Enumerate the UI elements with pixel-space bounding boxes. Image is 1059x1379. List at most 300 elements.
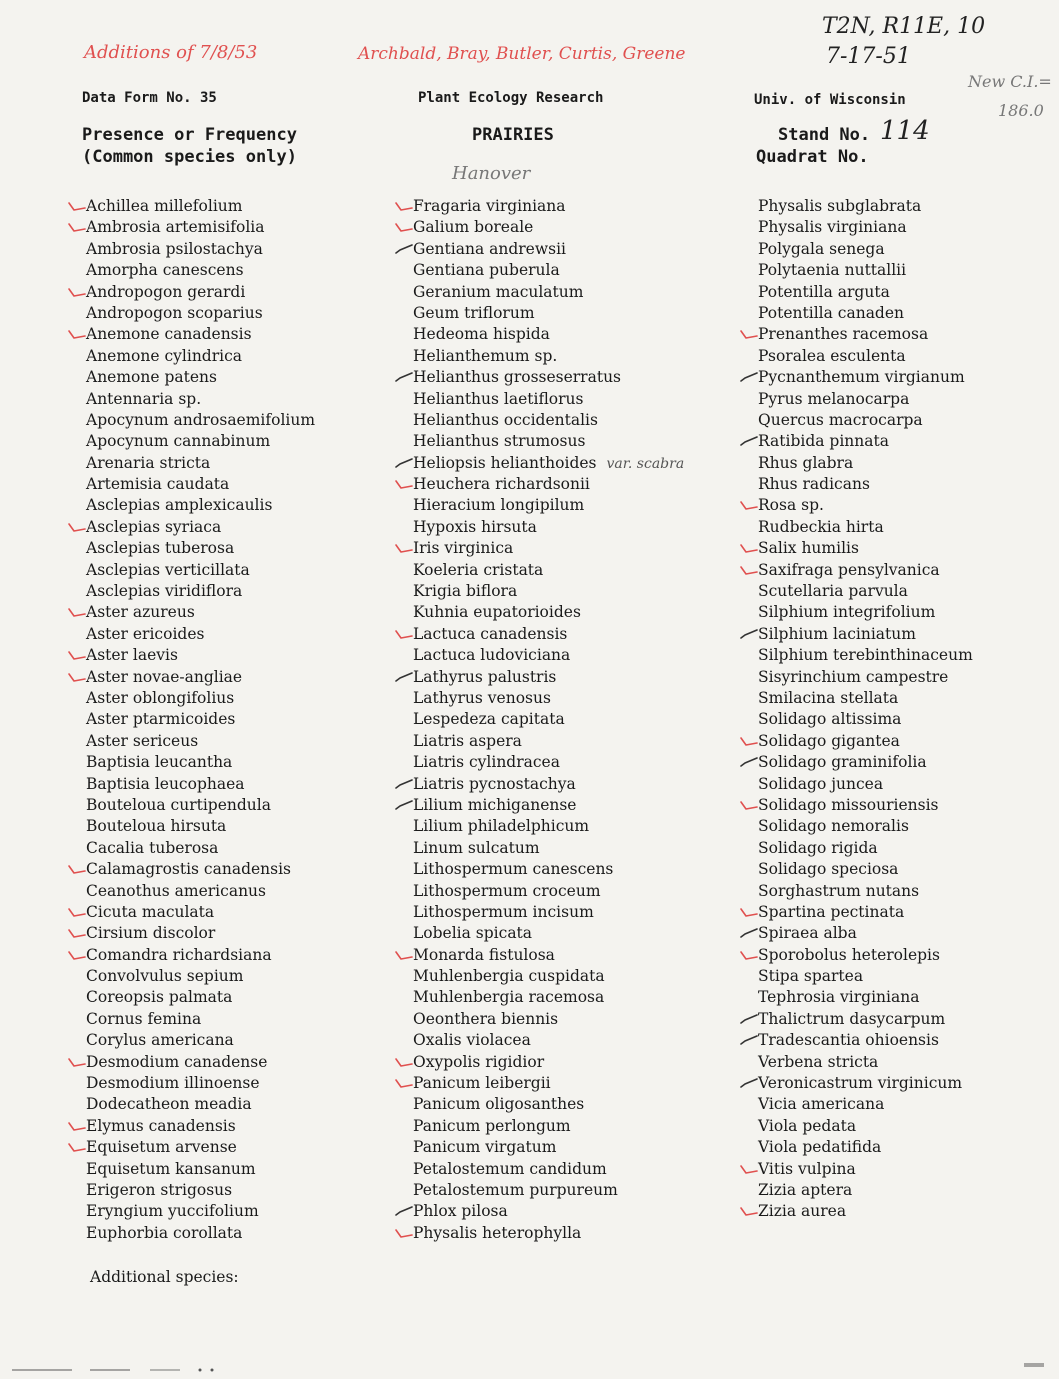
stand-number: 114	[880, 116, 930, 146]
species-row	[758, 966, 973, 987]
species-name: Rudbeckia hirta	[758, 517, 884, 536]
species-row	[413, 1030, 684, 1051]
species-row	[758, 196, 973, 217]
species-row	[758, 752, 973, 773]
species-row	[413, 495, 684, 516]
species-row	[758, 474, 973, 495]
species-row	[758, 410, 973, 431]
species-name: Baptisia leucantha	[86, 753, 233, 772]
red-check-icon	[395, 1076, 413, 1090]
species-row	[413, 1223, 684, 1244]
species-row	[86, 1094, 315, 1115]
species-row	[86, 709, 315, 730]
species-row	[413, 859, 684, 880]
species-name: Potentilla arguta	[758, 282, 890, 301]
species-row	[413, 987, 684, 1008]
species-row	[413, 324, 684, 345]
red-check-icon	[395, 541, 413, 555]
date-note: 7-17-51	[826, 44, 911, 69]
black-check-icon	[740, 627, 758, 641]
species-name: Silphium integrifolium	[758, 603, 936, 622]
species-name: Viola pedatifida	[758, 1138, 882, 1157]
species-name: Lithospermum incisum	[413, 902, 594, 921]
species-name: Kuhnia eupatorioides	[413, 603, 581, 622]
species-row	[758, 1159, 973, 1180]
red-check-icon	[68, 520, 86, 534]
species-row	[758, 1137, 973, 1158]
red-check-icon	[68, 1140, 86, 1154]
species-row	[413, 602, 684, 623]
species-row	[758, 560, 973, 581]
species-name: Anemone patens	[86, 368, 217, 387]
species-name: Oxypolis rigidior	[413, 1052, 545, 1071]
species-row	[413, 774, 684, 795]
species-name: Oxalis violacea	[413, 1031, 531, 1050]
species-name: Silphium laciniatum	[758, 624, 916, 643]
species-name: Solidago graminifolia	[758, 753, 927, 772]
black-check-icon	[740, 1076, 758, 1090]
red-check-icon	[395, 948, 413, 962]
species-row	[86, 945, 315, 966]
species-name: Lespedeza capitata	[413, 710, 565, 729]
species-name: Equisetum arvense	[86, 1138, 237, 1157]
species-row	[758, 709, 973, 730]
species-name: Asclepias viridiflora	[86, 582, 243, 601]
species-name: Spartina pectinata	[758, 902, 905, 921]
species-name: Asclepias amplexicaulis	[86, 496, 273, 515]
species-name: Panicum leibergii	[413, 1074, 551, 1093]
species-name: Bouteloua hirsuta	[86, 817, 227, 836]
species-row	[758, 1073, 973, 1094]
species-row	[413, 816, 684, 837]
species-row	[86, 1073, 315, 1094]
species-row	[86, 303, 315, 324]
species-name: Asclepias syriaca	[86, 517, 222, 536]
red-check-icon	[740, 1162, 758, 1176]
black-check-icon	[740, 434, 758, 448]
species-name: Coreopsis palmata	[86, 988, 233, 1007]
species-name: Helianthus laetiflorus	[413, 389, 584, 408]
species-row	[758, 367, 973, 388]
species-row	[86, 667, 315, 688]
species-name: Oeonthera biennis	[413, 1009, 559, 1028]
species-name: Rhus glabra	[758, 453, 854, 472]
species-name: Lilium michiganense	[413, 795, 577, 814]
species-name: Cacalia tuberosa	[86, 838, 219, 857]
species-row	[413, 389, 684, 410]
black-check-icon	[740, 755, 758, 769]
species-name: Solidago missouriensis	[758, 795, 939, 814]
species-name: Solidago gigantea	[758, 731, 900, 750]
red-check-icon	[740, 541, 758, 555]
species-name: Hieracium longipilum	[413, 496, 585, 515]
species-name: Zizia aptera	[758, 1180, 853, 1199]
species-name: Hypoxis hirsuta	[413, 517, 537, 536]
species-row	[86, 517, 315, 538]
species-name: Muhlenbergia cuspidata	[413, 967, 605, 986]
species-row	[86, 602, 315, 623]
species-name: Veronicastrum virginicum	[758, 1074, 963, 1093]
species-row	[758, 774, 973, 795]
species-row	[86, 688, 315, 709]
species-row	[413, 945, 684, 966]
species-name: Eryngium yuccifolium	[86, 1202, 259, 1221]
red-check-icon	[395, 199, 413, 213]
species-name: Solidago altissima	[758, 710, 902, 729]
species-row	[86, 816, 315, 837]
species-row	[758, 795, 973, 816]
page-title: PRAIRIES	[472, 125, 554, 145]
species-row	[413, 731, 684, 752]
species-name: Aster novae-angliae	[86, 667, 243, 686]
black-check-icon	[395, 777, 413, 791]
species-name: Lobelia spicata	[413, 924, 533, 943]
species-name: Corylus americana	[86, 1031, 234, 1050]
species-name: Anemone canadensis	[86, 325, 252, 344]
red-check-icon	[740, 905, 758, 919]
black-check-icon	[740, 1012, 758, 1026]
species-name: Ambrosia psilostachya	[86, 239, 263, 258]
species-name: Gentiana puberula	[413, 261, 560, 280]
species-row	[413, 560, 684, 581]
species-row	[758, 731, 973, 752]
species-row	[86, 495, 315, 516]
red-check-icon	[68, 1055, 86, 1069]
species-name: Bouteloua curtipendula	[86, 795, 271, 814]
species-name: Andropogon scoparius	[86, 303, 263, 322]
species-row	[758, 1052, 973, 1073]
species-row	[413, 1137, 684, 1158]
species-name: Apocynum androsaemifolium	[86, 410, 316, 429]
species-row	[758, 688, 973, 709]
species-name: Physalis heterophylla	[413, 1223, 582, 1242]
species-name: Lactuca ludoviciana	[413, 646, 571, 665]
species-name: Liatris pycnostachya	[413, 774, 576, 793]
species-name: Salix humilis	[758, 539, 859, 558]
species-row	[413, 538, 684, 559]
species-row	[758, 346, 973, 367]
species-row	[758, 282, 973, 303]
species-row	[86, 324, 315, 345]
species-row	[86, 881, 315, 902]
species-row	[413, 624, 684, 645]
species-row	[413, 303, 684, 324]
species-name: Desmodium canadense	[86, 1052, 268, 1071]
red-check-icon	[740, 1204, 758, 1218]
species-row	[758, 1116, 973, 1137]
species-name: Desmodium illinoense	[86, 1074, 260, 1093]
new-ci-value: 186.0	[998, 101, 1044, 120]
species-row	[86, 902, 315, 923]
red-check-icon	[68, 285, 86, 299]
red-check-icon	[68, 199, 86, 213]
species-name: Aster ptarmicoides	[86, 710, 236, 729]
species-row	[413, 367, 684, 388]
species-row	[758, 987, 973, 1008]
species-row	[758, 239, 973, 260]
new-ci-label: New C.I.=	[968, 72, 1052, 91]
location-note: Hanover	[452, 163, 531, 184]
species-name: Galium boreale	[413, 218, 534, 237]
species-name: Anemone cylindrica	[86, 346, 243, 365]
species-name: Rosa sp.	[758, 496, 824, 515]
species-name: Tradescantia ohioensis	[758, 1031, 939, 1050]
stand-label: Stand No.	[778, 125, 871, 145]
species-name: Lithospermum canescens	[413, 860, 614, 879]
species-row	[86, 474, 315, 495]
species-row	[413, 217, 684, 238]
species-name: Sporobolus heterolepis	[758, 945, 940, 964]
species-row	[413, 752, 684, 773]
species-row	[86, 838, 315, 859]
scan-specks	[0, 1349, 1059, 1379]
species-row	[413, 795, 684, 816]
species-row	[758, 902, 973, 923]
species-row	[413, 474, 684, 495]
red-check-icon	[740, 498, 758, 512]
species-row	[413, 1009, 684, 1030]
species-name: Ratibida pinnata	[758, 432, 889, 451]
species-name: Heuchera richardsonii	[413, 475, 590, 494]
species-row	[413, 346, 684, 367]
species-name: Polytaenia nuttallii	[758, 261, 907, 280]
species-name: Aster oblongifolius	[86, 688, 235, 707]
red-check-icon	[68, 948, 86, 962]
species-name: Lathyrus palustris	[413, 667, 557, 686]
species-row	[413, 196, 684, 217]
species-row	[86, 389, 315, 410]
species-row	[86, 581, 315, 602]
species-row	[758, 453, 973, 474]
species-row	[758, 923, 973, 944]
species-row	[758, 645, 973, 666]
species-name: Vicia americana	[758, 1095, 885, 1114]
species-name: Ambrosia artemisifolia	[86, 218, 265, 237]
species-name: Helianthus occidentalis	[413, 410, 598, 429]
red-check-icon	[740, 798, 758, 812]
species-row	[413, 431, 684, 452]
quadrat-label: Quadrat No.	[756, 147, 869, 167]
species-column-2	[413, 196, 684, 1244]
species-row	[86, 795, 315, 816]
species-row	[86, 731, 315, 752]
species-row	[758, 1180, 973, 1201]
species-name: Cornus femina	[86, 1009, 202, 1028]
species-row	[413, 1159, 684, 1180]
observers-note: Archbald, Bray, Butler, Curtis, Greene	[358, 44, 686, 64]
species-name: Rhus radicans	[758, 475, 870, 494]
species-name: Petalostemum candidum	[413, 1159, 607, 1178]
black-check-icon	[395, 798, 413, 812]
red-check-icon	[68, 862, 86, 876]
species-row	[413, 581, 684, 602]
species-name: Asclepias tuberosa	[86, 539, 235, 558]
red-check-icon	[68, 605, 86, 619]
species-name: Hedeoma hispida	[413, 325, 550, 344]
species-row	[86, 923, 315, 944]
species-name: Lactuca canadensis	[413, 624, 568, 643]
species-row	[86, 1137, 315, 1158]
species-name: Artemisia caudata	[86, 475, 230, 494]
species-name: Liatris cylindracea	[413, 753, 560, 772]
species-row	[86, 774, 315, 795]
species-row	[413, 260, 684, 281]
species-row	[86, 260, 315, 281]
species-name: Heliopsis helianthoides	[413, 453, 597, 472]
organization: Plant Ecology Research	[418, 90, 604, 106]
species-row	[758, 1030, 973, 1051]
species-row	[86, 1009, 315, 1030]
species-row	[86, 367, 315, 388]
species-name: Panicum virgatum	[413, 1138, 557, 1157]
red-check-icon	[740, 327, 758, 341]
species-row	[758, 324, 973, 345]
species-row	[86, 1201, 315, 1222]
species-row	[86, 859, 315, 880]
species-name: Antennaria sp.	[86, 389, 202, 408]
species-name: Panicum perlongum	[413, 1116, 571, 1135]
species-row	[413, 453, 684, 474]
species-name: Monarda fistulosa	[413, 945, 555, 964]
species-name: Baptisia leucophaea	[86, 774, 245, 793]
species-name: Viola pedata	[758, 1116, 857, 1135]
township-note: T2N, R11E, 10	[822, 14, 986, 39]
species-name: Pyrus melanocarpa	[758, 389, 910, 408]
species-name: Saxifraga pensylvanica	[758, 560, 940, 579]
species-row	[86, 1223, 315, 1244]
species-row	[758, 1201, 973, 1222]
species-row	[86, 1159, 315, 1180]
species-name: Scutellaria parvula	[758, 582, 908, 601]
species-name: Panicum oligosanthes	[413, 1095, 585, 1114]
species-row	[86, 560, 315, 581]
red-check-icon	[68, 220, 86, 234]
species-row	[86, 1116, 315, 1137]
red-check-icon	[395, 477, 413, 491]
species-row	[413, 645, 684, 666]
black-check-icon	[740, 1033, 758, 1047]
species-row	[86, 282, 315, 303]
species-row	[86, 966, 315, 987]
species-name: Andropogon gerardi	[86, 282, 246, 301]
species-row	[758, 1094, 973, 1115]
species-row	[86, 645, 315, 666]
species-row	[758, 881, 973, 902]
species-row	[758, 538, 973, 559]
red-check-icon	[68, 327, 86, 341]
species-name: Koeleria cristata	[413, 560, 544, 579]
species-name: Gentiana andrewsii	[413, 239, 566, 258]
species-row	[86, 410, 315, 431]
species-name: Sorghastrum nutans	[758, 881, 920, 900]
species-name: Solidago nemoralis	[758, 817, 909, 836]
species-row	[86, 217, 315, 238]
species-row	[758, 945, 973, 966]
species-row	[758, 517, 973, 538]
species-name: Calamagrostis canadensis	[86, 860, 292, 879]
species-row	[413, 282, 684, 303]
species-row	[413, 1201, 684, 1222]
species-name: Zizia aurea	[758, 1202, 847, 1221]
species-name: Linum sulcatum	[413, 838, 540, 857]
species-row	[758, 303, 973, 324]
species-name: Dodecatheon meadia	[86, 1095, 252, 1114]
species-name: Aster azureus	[86, 603, 195, 622]
species-name: Krigia biflora	[413, 582, 518, 601]
species-column-3	[758, 196, 973, 1223]
species-name: Amorpha canescens	[86, 261, 244, 280]
species-row	[758, 495, 973, 516]
species-row	[86, 239, 315, 260]
species-row	[758, 602, 973, 623]
species-name: Apocynum cannabinum	[86, 432, 271, 451]
species-name: Polygala senega	[758, 239, 885, 258]
species-row	[413, 923, 684, 944]
variety-note: var. scabra	[606, 455, 685, 472]
species-row	[413, 688, 684, 709]
red-check-icon	[395, 220, 413, 234]
species-name: Thalictrum dasycarpum	[758, 1009, 946, 1028]
species-name: Geranium maculatum	[413, 282, 584, 301]
species-name: Smilacina stellata	[758, 688, 899, 707]
species-name: Tephrosia virginiana	[758, 988, 920, 1007]
additional-species-label: Additional species:	[90, 1268, 239, 1286]
species-row	[758, 838, 973, 859]
species-name: Potentilla canaden	[758, 303, 905, 322]
species-name: Comandra richardsiana	[86, 945, 272, 964]
species-name: Helianthemum sp.	[413, 346, 558, 365]
presence-heading-2: (Common species only)	[82, 147, 297, 167]
species-row	[758, 389, 973, 410]
species-name: Solidago speciosa	[758, 860, 899, 879]
species-name: Verbena stricta	[758, 1052, 879, 1071]
species-row	[413, 1073, 684, 1094]
species-row	[86, 1030, 315, 1051]
red-check-icon	[68, 1119, 86, 1133]
species-name: Elymus canadensis	[86, 1116, 236, 1135]
species-name: Solidago rigida	[758, 838, 878, 857]
species-row	[86, 196, 315, 217]
species-row	[758, 1009, 973, 1030]
species-name: Cirsium discolor	[86, 924, 216, 943]
species-name: Geum triflorum	[413, 303, 535, 322]
species-row	[413, 1180, 684, 1201]
black-check-icon	[395, 456, 413, 470]
species-name: Quercus macrocarpa	[758, 410, 923, 429]
additions-note: Additions of 7/8/53	[84, 42, 258, 63]
species-name: Asclepias verticillata	[86, 560, 250, 579]
species-row	[413, 517, 684, 538]
species-row	[758, 260, 973, 281]
species-row	[86, 624, 315, 645]
species-row	[413, 410, 684, 431]
species-name: Erigeron strigosus	[86, 1180, 233, 1199]
species-name: Helianthus strumosus	[413, 432, 586, 451]
species-row	[758, 581, 973, 602]
red-check-icon	[395, 627, 413, 641]
species-name: Muhlenbergia racemosa	[413, 988, 605, 1007]
species-row	[413, 239, 684, 260]
species-name: Liatris aspera	[413, 731, 522, 750]
species-name: Lathyrus venosus	[413, 688, 551, 707]
species-name: Convolvulus sepium	[86, 967, 244, 986]
red-check-icon	[395, 1226, 413, 1240]
species-row	[413, 667, 684, 688]
species-name: Iris virginica	[413, 539, 514, 558]
species-name: Stipa spartea	[758, 967, 864, 986]
species-name: Prenanthes racemosa	[758, 325, 929, 344]
species-row	[413, 966, 684, 987]
